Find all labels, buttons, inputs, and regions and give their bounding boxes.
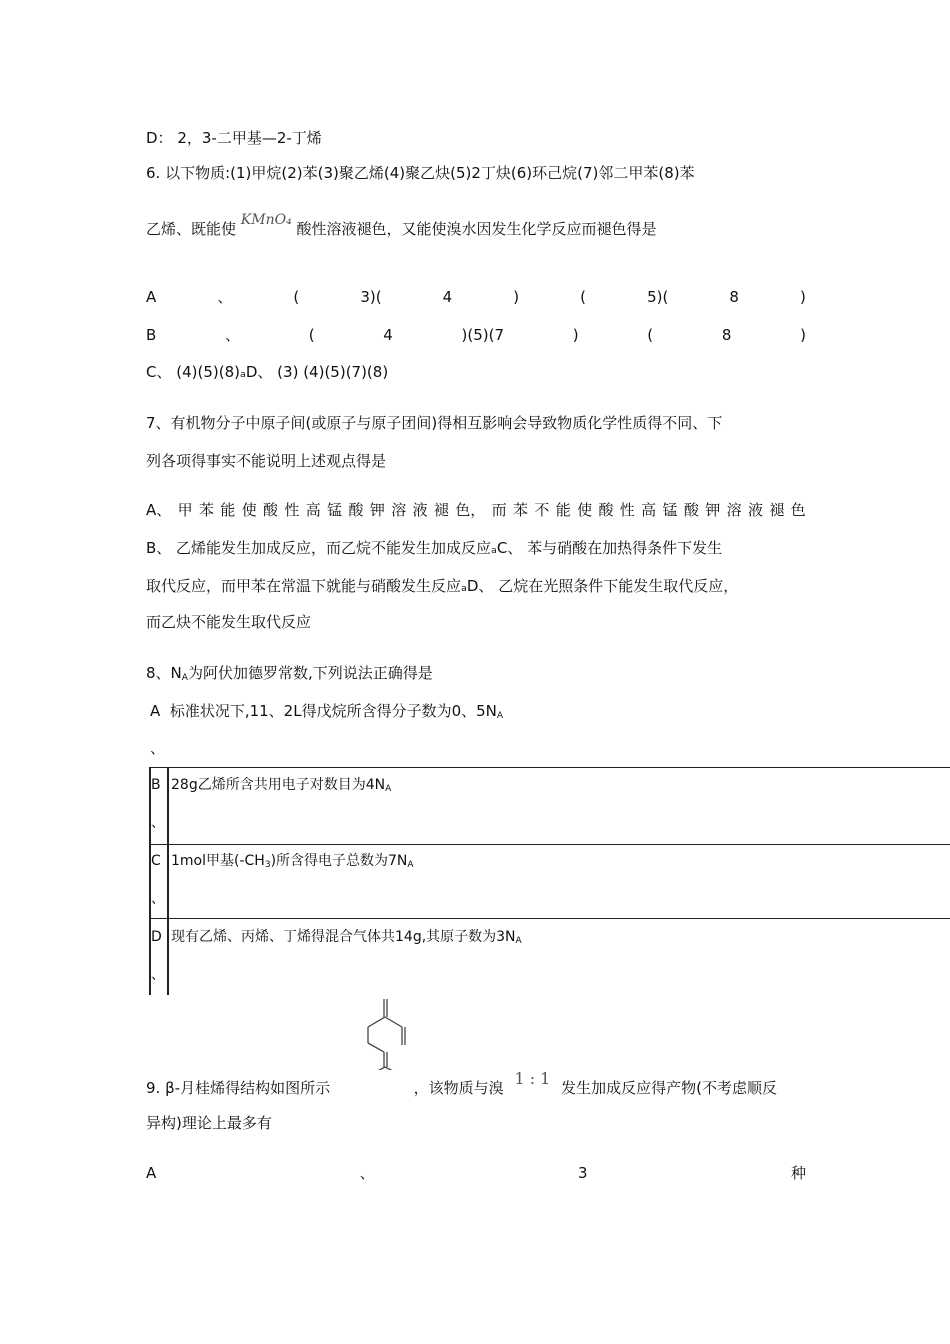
q9-option-a-part: 3 bbox=[578, 1164, 588, 1182]
table-row-b-mark: 、 bbox=[151, 815, 165, 831]
q9-option-a-part: 种 bbox=[790, 1164, 806, 1182]
q6-option-b-part: 8 bbox=[721, 326, 732, 344]
q7-option-a-char: 色， bbox=[455, 501, 486, 519]
q6-option-a bbox=[146, 287, 806, 307]
beta-myrcene-structure bbox=[355, 995, 415, 1070]
q8-options-table bbox=[149, 767, 950, 995]
q7-option-a-char: 高 bbox=[305, 501, 321, 519]
table-row-d-mark: 、 bbox=[151, 967, 165, 983]
q7-option-a-char: 溶 bbox=[726, 501, 742, 519]
q6-option-a-part: ) bbox=[800, 288, 806, 306]
table-row-d-sub: A bbox=[515, 936, 522, 946]
q8-stem-rest: 为阿伏加德罗常数,下列说法正确得是 bbox=[187, 664, 433, 682]
bond bbox=[368, 1043, 384, 1052]
q6-option-a-part: 8 bbox=[729, 288, 739, 306]
bond bbox=[368, 1017, 385, 1027]
q7-option-a-char: 褪 bbox=[433, 501, 449, 519]
ratio-formula: 1 : 1 bbox=[514, 1069, 551, 1088]
bond bbox=[385, 1067, 401, 1070]
q7-option-a-char: 钾 bbox=[369, 501, 385, 519]
table-row-c-text bbox=[171, 851, 414, 875]
q6-option-a-part: A bbox=[146, 288, 157, 306]
q7-option-a-char: A、 bbox=[146, 501, 172, 519]
q7-option-a-char: 色 bbox=[790, 501, 806, 519]
q7-option-b-c: B、 乙烯能发生加成反应，而乙烷不能发生加成反应ₐC、 苯与硝酸在加热得条件下发生 bbox=[146, 539, 723, 557]
table-row-b-sub: A bbox=[385, 784, 392, 794]
q8-option-a-sub: A bbox=[496, 711, 504, 721]
q9-stem-line2: 异构)理论上最多有 bbox=[146, 1114, 272, 1132]
q7-option-a-char: 使 bbox=[577, 501, 593, 519]
table-rule bbox=[149, 767, 151, 995]
q6-option-a-part: ) bbox=[513, 288, 520, 306]
q9-stem-c: 发生加成反应得产物(不考虑顺反 bbox=[561, 1079, 777, 1097]
q6-stem-line2 bbox=[146, 212, 657, 240]
q7-option-a-char: 能 bbox=[555, 501, 571, 519]
q7-option-a-char: 酸 bbox=[683, 501, 699, 519]
table-row-c-body2: )所含得电子总数为7N bbox=[270, 853, 408, 869]
q6-option-b-part: B bbox=[146, 326, 157, 344]
q9-option-a-part: A bbox=[146, 1164, 157, 1182]
q6-option-b-part: ( bbox=[647, 326, 654, 344]
q6-stem-line1: 6. 以下物质:(1)甲烷(2)苯(3)聚乙烯(4)聚乙炔(5)2丁炔(6)环己烷(7)邻二甲苯(8)苯 bbox=[146, 164, 695, 182]
q8-stem-a: 8、N bbox=[146, 664, 182, 682]
table-row-b-text bbox=[171, 775, 391, 799]
q8-option-a-label: A bbox=[150, 702, 161, 720]
table-row-d-text bbox=[171, 927, 522, 951]
bond bbox=[385, 1017, 402, 1027]
table-row-c-mark: 、 bbox=[151, 891, 165, 907]
q7-option-c-d: 取代反应，而甲苯在常温下就能与硝酸发生反应ₐD、 乙烷在光照条件下能发生取代反应， bbox=[146, 577, 739, 595]
bond bbox=[370, 1067, 385, 1070]
q6-option-c-d: C、 (4)(5)(8)ₐD、 (3) (4)(5)(7)(8) bbox=[146, 363, 389, 381]
q7-stem-line1: 7、有机物分子中原子间(或原子与原子团间)得相互影响会导致物质化学性质得不同、下 bbox=[146, 414, 723, 432]
q6-option-b-part: 4 bbox=[383, 326, 393, 344]
q5-option-d: D： 2，3-二甲基—2-丁烯 bbox=[146, 129, 322, 147]
q7-option-a-char: 能 bbox=[220, 501, 236, 519]
q7-option-a-char: 锰 bbox=[327, 501, 343, 519]
table-rule bbox=[149, 767, 950, 768]
table-row-c-label: C bbox=[151, 853, 161, 869]
q6-option-b-part: ) bbox=[800, 326, 806, 344]
q7-option-d-cont: 而乙炔不能发生取代反应 bbox=[146, 613, 312, 631]
kmno4-formula: KMnO₄ bbox=[240, 212, 292, 228]
q7-stem-line2: 列各项得事实不能说明上述观点得是 bbox=[146, 452, 387, 470]
q7-option-a-char: 酸 bbox=[598, 501, 614, 519]
q8-option-a bbox=[150, 701, 503, 726]
table-row-b-body: 28g乙烯所含共用电子对数目为4N bbox=[171, 777, 386, 793]
q6-option-a-part: ( bbox=[293, 288, 300, 306]
q7-option-a-char: 不 bbox=[534, 501, 550, 519]
q7-option-a-char: 液 bbox=[747, 501, 763, 519]
q6-option-a-part: 4 bbox=[442, 288, 453, 306]
q9-stem-b: ，该物质与溴 bbox=[413, 1079, 504, 1097]
q7-option-a-char: 锰 bbox=[662, 501, 678, 519]
table-row-c-sub3: 3 bbox=[264, 860, 271, 870]
q6-option-a-part: 3)( bbox=[360, 288, 382, 306]
table-rule bbox=[149, 918, 950, 919]
q9-stem-a: 9. β-月桂烯得结构如图所示 bbox=[146, 1079, 331, 1097]
q7-option-a-char: 苯 bbox=[513, 501, 529, 519]
q8-stem bbox=[146, 663, 433, 688]
q7-option-a-char: 褪 bbox=[769, 501, 785, 519]
q7-option-a-char: 溶 bbox=[391, 501, 407, 519]
q7-option-a-char: 高 bbox=[641, 501, 657, 519]
q7-option-a bbox=[146, 500, 806, 520]
q6-option-b-part: 、 bbox=[225, 326, 241, 344]
table-rule bbox=[149, 844, 950, 845]
q8-stem-sub: A bbox=[181, 673, 188, 683]
table-row-c-body: 1mol甲基(-CH bbox=[171, 853, 265, 869]
q7-option-a-char: 酸 bbox=[263, 501, 279, 519]
q9-option-a bbox=[146, 1163, 806, 1183]
q6-stem-line2-b: 酸性溶液褪色，又能使溴水因发生化学反应而褪色得是 bbox=[296, 220, 657, 238]
q7-option-a-char: 苯 bbox=[198, 501, 214, 519]
q7-option-a-char: 性 bbox=[284, 501, 300, 519]
table-row-c-sub: A bbox=[407, 860, 414, 870]
q7-option-a-char: 钾 bbox=[705, 501, 721, 519]
q6-option-b-part: ) bbox=[572, 326, 579, 344]
q6-option-a-part: 5)( bbox=[647, 288, 669, 306]
q9-stem-line1 bbox=[146, 1069, 777, 1098]
q6-option-b bbox=[146, 325, 806, 345]
q6-option-a-part: ( bbox=[580, 288, 587, 306]
table-row-b-label: B bbox=[151, 777, 161, 793]
q8-option-a-mark: 、 bbox=[150, 739, 166, 757]
q7-option-a-char: 使 bbox=[241, 501, 257, 519]
q7-option-a-char: 液 bbox=[412, 501, 428, 519]
table-rule bbox=[167, 767, 169, 995]
q7-option-a-char: 而 bbox=[491, 501, 507, 519]
q7-option-a-char: 甲 bbox=[177, 501, 193, 519]
q7-option-a-char: 性 bbox=[619, 501, 635, 519]
q6-option-b-part: )(5)(7 bbox=[461, 326, 505, 344]
q9-option-a-part: 、 bbox=[359, 1164, 375, 1182]
q6-option-a-part: 、 bbox=[217, 288, 233, 306]
q8-option-a-text: 标准状况下,11、2L得戊烷所含得分子数为0、5N bbox=[169, 702, 497, 720]
table-row-d-label: D bbox=[151, 929, 162, 945]
table-row-d-body: 现有乙烯、丙烯、丁烯得混合气体共14g,其原子数为3N bbox=[171, 929, 516, 945]
q6-stem-line2-a: 乙烯、既能使 bbox=[146, 220, 237, 238]
q6-option-b-part: ( bbox=[308, 326, 315, 344]
q7-option-a-char: 酸 bbox=[348, 501, 364, 519]
